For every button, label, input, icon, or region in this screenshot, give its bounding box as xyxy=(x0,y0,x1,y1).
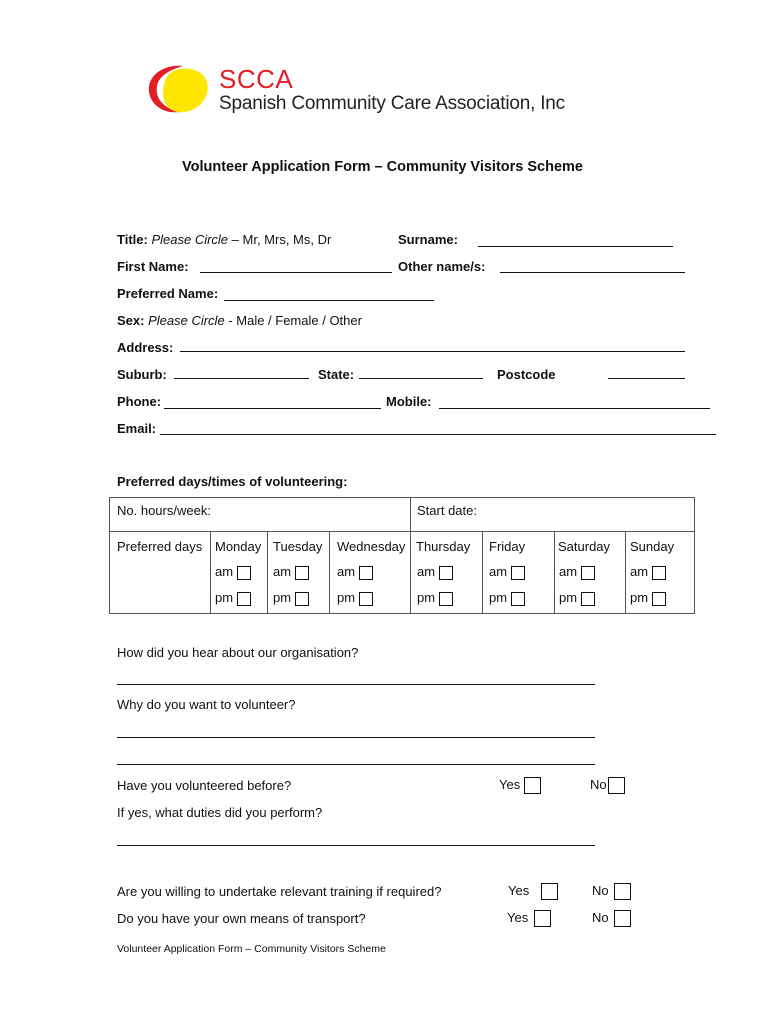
saturday-pm-checkbox[interactable] xyxy=(581,592,595,606)
phone-label: Phone: xyxy=(117,394,162,409)
sunday-pm-checkbox[interactable] xyxy=(652,592,666,606)
scca-logo-icon xyxy=(145,62,215,118)
am-label: am xyxy=(337,564,356,579)
duties-question: If yes, what duties did you perform? xyxy=(117,805,323,820)
friday-am-checkbox[interactable] xyxy=(511,566,525,580)
friday-am-option[interactable] xyxy=(489,564,525,580)
day-header-sunday: Sunday xyxy=(630,539,675,554)
volunteered-before-no-checkbox[interactable] xyxy=(608,777,625,794)
transport-no-checkbox[interactable] xyxy=(614,910,631,927)
day-header-friday: Friday xyxy=(489,539,526,554)
pm-label: pm xyxy=(337,590,356,605)
thursday-pm-option[interactable] xyxy=(417,590,453,606)
suburb-input-line[interactable] xyxy=(174,378,309,379)
form-title: Volunteer Application Form – Community Visitors Scheme xyxy=(182,159,583,175)
state-label: State: xyxy=(318,367,355,382)
state-input-line[interactable] xyxy=(359,378,483,379)
logo xyxy=(145,62,585,122)
saturday-pm-option[interactable] xyxy=(559,590,595,606)
why-volunteer-question: Why do you want to volunteer? xyxy=(117,697,296,712)
wednesday-am-checkbox[interactable] xyxy=(359,566,373,580)
table-divider xyxy=(625,531,626,613)
thursday-pm-checkbox[interactable] xyxy=(439,592,453,606)
monday-am-option[interactable] xyxy=(215,564,251,580)
day-header-tuesday: Tuesday xyxy=(273,539,323,554)
no-label: No xyxy=(592,910,609,925)
pm-label: pm xyxy=(417,590,436,605)
volunteered-before-question: Have you volunteered before? xyxy=(117,778,292,793)
table-divider xyxy=(554,531,555,613)
yes-label: Yes xyxy=(499,777,521,792)
table-divider xyxy=(482,531,483,613)
table-divider xyxy=(329,531,330,613)
volunteered-before-no-option[interactable] xyxy=(590,777,625,794)
title-field xyxy=(117,232,331,247)
wednesday-am-option[interactable] xyxy=(337,564,373,580)
wednesday-pm-checkbox[interactable] xyxy=(359,592,373,606)
pm-label: pm xyxy=(215,590,234,605)
day-header-thursday: Thursday xyxy=(416,539,471,554)
transport-yes-option[interactable] xyxy=(507,910,551,927)
sex-label: Sex: xyxy=(117,313,145,328)
preferred-name-label: Preferred Name: xyxy=(117,286,219,301)
monday-pm-option[interactable] xyxy=(215,590,251,606)
logo-organisation-name: Spanish Community Care Association, Inc xyxy=(219,93,565,114)
training-no-option[interactable] xyxy=(592,883,631,900)
hear-about-question: How did you hear about our organisation? xyxy=(117,645,359,660)
no-label: No xyxy=(592,883,609,898)
table-divider xyxy=(210,531,211,613)
pm-label: pm xyxy=(489,590,508,605)
table-row-divider xyxy=(110,531,694,532)
title-label: Title: xyxy=(117,232,148,247)
tuesday-pm-option[interactable] xyxy=(273,590,309,606)
tuesday-pm-checkbox[interactable] xyxy=(295,592,309,606)
phone-input-line[interactable] xyxy=(164,408,381,409)
sunday-am-option[interactable] xyxy=(630,564,666,580)
other-names-label: Other name/s: xyxy=(398,259,486,274)
address-label: Address: xyxy=(117,340,174,355)
title-hint: Please Circle xyxy=(151,232,229,247)
pm-label: pm xyxy=(559,590,578,605)
sunday-pm-option[interactable] xyxy=(630,590,666,606)
am-label: am xyxy=(559,564,578,579)
sunday-am-checkbox[interactable] xyxy=(652,566,666,580)
title-options[interactable]: – Mr, Mrs, Ms, Dr xyxy=(231,232,332,247)
mobile-input-line[interactable] xyxy=(439,408,710,409)
preferred-days-label: Preferred days xyxy=(117,539,203,554)
pm-label: pm xyxy=(630,590,649,605)
suburb-label: Suburb: xyxy=(117,367,167,382)
wednesday-pm-option[interactable] xyxy=(337,590,373,606)
training-question: Are you willing to undertake relevant training if required? xyxy=(117,884,442,899)
friday-pm-option[interactable] xyxy=(489,590,525,606)
transport-question: Do you have your own means of transport? xyxy=(117,911,366,926)
yes-label: Yes xyxy=(508,883,530,898)
am-label: am xyxy=(630,564,649,579)
preferred-name-input-line[interactable] xyxy=(224,300,434,301)
saturday-am-checkbox[interactable] xyxy=(581,566,595,580)
availability-table xyxy=(109,497,695,614)
why-volunteer-input-line-1[interactable] xyxy=(117,737,595,738)
training-yes-option[interactable] xyxy=(508,883,558,900)
first-name-label: First Name: xyxy=(117,259,189,274)
sex-hint: Please Circle xyxy=(148,313,225,328)
saturday-am-option[interactable] xyxy=(559,564,595,580)
day-header-wednesday: Wednesday xyxy=(337,539,406,554)
postcode-input-line[interactable] xyxy=(608,378,685,379)
am-label: am xyxy=(273,564,292,579)
sex-options[interactable]: - Male / Female / Other xyxy=(228,313,362,328)
start-date-label: Start date: xyxy=(417,503,477,518)
table-divider xyxy=(410,498,411,531)
monday-pm-checkbox[interactable] xyxy=(237,592,251,606)
thursday-am-checkbox[interactable] xyxy=(439,566,453,580)
no-label: No xyxy=(590,777,607,792)
surname-input-line[interactable] xyxy=(478,246,673,247)
volunteered-before-yes-checkbox[interactable] xyxy=(524,777,541,794)
am-label: am xyxy=(489,564,508,579)
yes-label: Yes xyxy=(507,910,529,925)
transport-yes-checkbox[interactable] xyxy=(534,910,551,927)
friday-pm-checkbox[interactable] xyxy=(511,592,525,606)
volunteered-before-yes-option[interactable] xyxy=(499,777,541,794)
logo-acronym: SCCA xyxy=(219,64,294,94)
why-volunteer-input-line-2[interactable] xyxy=(117,764,595,765)
pm-label: pm xyxy=(273,590,292,605)
first-name-input-line[interactable] xyxy=(200,272,392,273)
thursday-am-option[interactable] xyxy=(417,564,453,580)
duties-input-line[interactable] xyxy=(117,845,595,846)
hear-about-input-line[interactable] xyxy=(117,684,595,685)
other-names-input-line[interactable] xyxy=(500,272,685,273)
transport-no-option[interactable] xyxy=(592,910,631,927)
address-input-line[interactable] xyxy=(180,351,685,352)
table-divider xyxy=(410,531,411,613)
tuesday-am-checkbox[interactable] xyxy=(295,566,309,580)
am-label: am xyxy=(215,564,234,579)
email-input-line[interactable] xyxy=(160,434,716,435)
sex-field xyxy=(117,313,362,328)
page-footer: Volunteer Application Form – Community Visitors Scheme xyxy=(117,943,386,955)
monday-am-checkbox[interactable] xyxy=(237,566,251,580)
day-header-monday: Monday xyxy=(215,539,262,554)
availability-heading: Preferred days/times of volunteering: xyxy=(117,474,348,489)
table-divider xyxy=(267,531,268,613)
am-label: am xyxy=(417,564,436,579)
training-no-checkbox[interactable] xyxy=(614,883,631,900)
postcode-label: Postcode xyxy=(497,367,556,382)
email-label: Email: xyxy=(117,421,157,436)
hours-per-week-label: No. hours/week: xyxy=(117,503,211,518)
mobile-label: Mobile: xyxy=(386,394,432,409)
surname-label: Surname: xyxy=(398,232,458,247)
training-yes-checkbox[interactable] xyxy=(541,883,558,900)
tuesday-am-option[interactable] xyxy=(273,564,309,580)
day-header-saturday: Saturday xyxy=(558,539,611,554)
